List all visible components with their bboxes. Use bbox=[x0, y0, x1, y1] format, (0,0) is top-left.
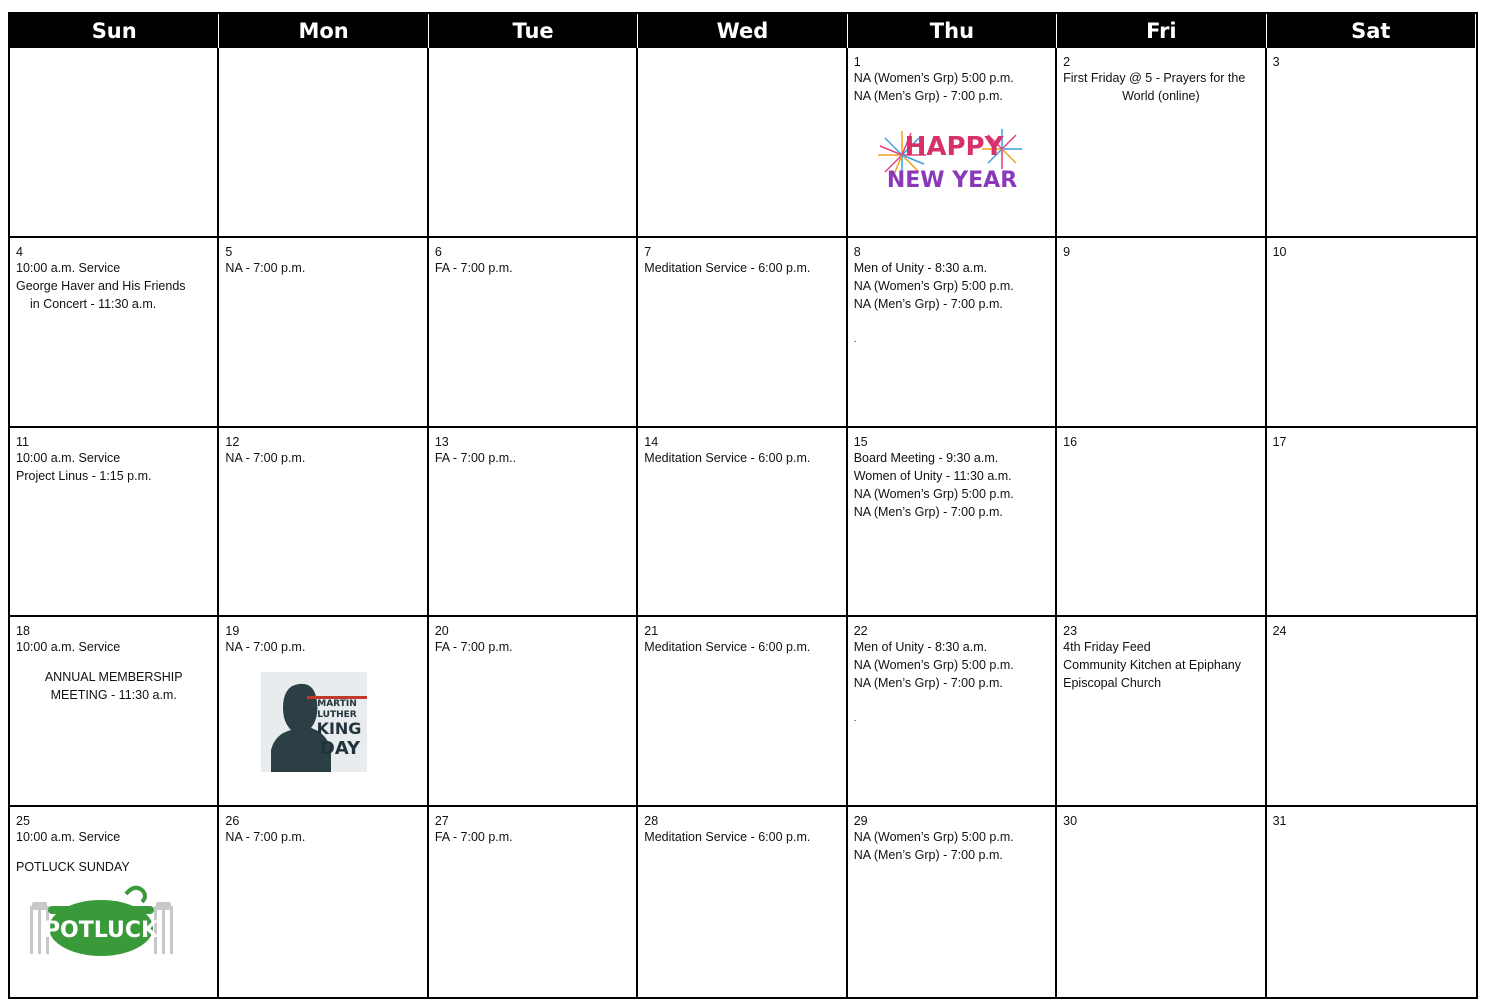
day-number: 22 bbox=[853, 624, 868, 639]
day-number: 28 bbox=[644, 814, 659, 829]
event: POTLUCK SUNDAY bbox=[16, 860, 130, 875]
day-number: 25 bbox=[16, 814, 30, 829]
event: 10:00 a.m. Service bbox=[16, 830, 121, 845]
weekday-header-fri: Fri bbox=[1057, 14, 1266, 48]
event: FA - 7:00 p.m.. bbox=[434, 450, 517, 465]
day-cell-10[interactable] bbox=[1267, 238, 1476, 428]
day-cell-29[interactable] bbox=[848, 807, 1057, 997]
event: NA - 7:00 p.m. bbox=[225, 830, 306, 845]
event: ANNUAL MEMBERSHIP bbox=[44, 670, 183, 685]
day-number: 2 bbox=[1063, 55, 1071, 69]
happy-new-year-image bbox=[870, 115, 1049, 212]
event: Meditation Service - 6:00 p.m. bbox=[644, 830, 811, 845]
day-number: 16 bbox=[1063, 434, 1078, 449]
day-number: 6 bbox=[434, 244, 442, 259]
day-number: 5 bbox=[225, 244, 233, 259]
day-number: 14 bbox=[644, 434, 659, 449]
weekday-header-mon: Mon bbox=[219, 14, 428, 48]
day-cell-22[interactable] bbox=[848, 617, 1057, 807]
day-cell-9[interactable] bbox=[1057, 238, 1266, 428]
day-cell-6[interactable] bbox=[429, 238, 638, 428]
event: NA (Men’s Grp) - 7:00 p.m. bbox=[853, 848, 1003, 863]
event: 10:00 a.m. Service bbox=[16, 640, 121, 655]
potluck-image bbox=[26, 884, 211, 963]
event: NA (Women’s Grp) 5:00 p.m. bbox=[853, 278, 1014, 293]
event: NA (Men’s Grp) - 7:00 p.m. bbox=[853, 89, 1003, 103]
day-number: 3 bbox=[1272, 55, 1280, 69]
day-number: 12 bbox=[225, 434, 240, 449]
event: NA (Women’s Grp) 5:00 p.m. bbox=[853, 71, 1014, 85]
stray-dot: . bbox=[853, 333, 857, 345]
empty-day-cell bbox=[219, 48, 428, 238]
day-cell-13[interactable] bbox=[429, 428, 638, 618]
day-cell-18[interactable] bbox=[10, 617, 219, 807]
event: 10:00 a.m. Service bbox=[16, 260, 121, 275]
event: World (online) bbox=[1122, 89, 1200, 103]
day-number: 18 bbox=[16, 624, 30, 639]
day-cell-20[interactable] bbox=[429, 617, 638, 807]
day-cell-12[interactable] bbox=[219, 428, 428, 618]
calendar-grid bbox=[8, 12, 1478, 999]
event: NA - 7:00 p.m. bbox=[225, 260, 306, 275]
new-year-text: NEW YEAR bbox=[886, 168, 1017, 193]
mlk-line4: DAY bbox=[320, 738, 361, 760]
day-cell-30[interactable] bbox=[1057, 807, 1266, 997]
event: NA (Women’s Grp) 5:00 p.m. bbox=[853, 830, 1014, 845]
day-cell-15[interactable] bbox=[848, 428, 1057, 618]
event: Episcopal Church bbox=[1063, 676, 1162, 691]
event: Community Kitchen at Epiphany bbox=[1063, 658, 1242, 673]
day-cell-23[interactable] bbox=[1057, 617, 1266, 807]
event: NA (Women’s Grp) 5:00 p.m. bbox=[853, 658, 1014, 673]
day-cell-21[interactable] bbox=[638, 617, 847, 807]
happy-text: HAPPY bbox=[904, 132, 1004, 162]
potluck-label: POTLUCK bbox=[43, 918, 159, 944]
empty-day-cell bbox=[638, 48, 847, 238]
day-number: 29 bbox=[853, 814, 868, 829]
day-cell-24[interactable] bbox=[1267, 617, 1476, 807]
day-number: 9 bbox=[1063, 244, 1071, 259]
weekday-header-wed: Wed bbox=[638, 14, 847, 48]
day-cell-28[interactable] bbox=[638, 807, 847, 997]
day-cell-17[interactable] bbox=[1267, 428, 1476, 618]
day-cell-16[interactable] bbox=[1057, 428, 1266, 618]
day-cell-25[interactable] bbox=[10, 807, 219, 997]
day-cell-19[interactable] bbox=[219, 617, 428, 807]
weekday-header-sun: Sun bbox=[10, 14, 219, 48]
event: NA (Men’s Grp) - 7:00 p.m. bbox=[853, 504, 1003, 519]
day-cell-5[interactable] bbox=[219, 238, 428, 428]
day-number: 7 bbox=[644, 244, 652, 259]
day-number: 23 bbox=[1063, 624, 1078, 639]
day-number: 24 bbox=[1272, 624, 1287, 639]
event: Men of Unity - 8:30 a.m. bbox=[853, 640, 988, 655]
event: First Friday @ 5 - Prayers for the bbox=[1063, 71, 1246, 85]
day-cell-26[interactable] bbox=[219, 807, 428, 997]
event: Men of Unity - 8:30 a.m. bbox=[853, 260, 988, 275]
day-number: 15 bbox=[853, 434, 868, 449]
weekday-header-tue: Tue bbox=[429, 14, 638, 48]
event: FA - 7:00 p.m. bbox=[434, 830, 513, 845]
day-number: 13 bbox=[434, 434, 449, 449]
day-number: 30 bbox=[1063, 814, 1078, 829]
day-number: 20 bbox=[434, 624, 449, 639]
event: 10:00 a.m. Service bbox=[16, 450, 121, 465]
day-cell-8[interactable] bbox=[848, 238, 1057, 428]
day-cell-31[interactable] bbox=[1267, 807, 1476, 997]
day-cell-7[interactable] bbox=[638, 238, 847, 428]
day-number: 1 bbox=[853, 55, 861, 69]
day-cell-2[interactable] bbox=[1057, 48, 1266, 238]
day-number: 10 bbox=[1272, 244, 1287, 259]
weekday-header-thu: Thu bbox=[848, 14, 1057, 48]
mlk-line1: MARTIN bbox=[317, 699, 358, 710]
empty-day-cell bbox=[10, 48, 219, 238]
event: NA (Men’s Grp) - 7:00 p.m. bbox=[853, 296, 1003, 311]
event: NA (Women’s Grp) 5:00 p.m. bbox=[853, 486, 1014, 501]
weekday-header-sat: Sat bbox=[1267, 14, 1476, 48]
day-number: 8 bbox=[853, 244, 861, 259]
day-cell-11[interactable] bbox=[10, 428, 219, 618]
day-number: 11 bbox=[16, 434, 29, 449]
day-number: 4 bbox=[16, 244, 23, 259]
empty-day-cell bbox=[429, 48, 638, 238]
mlk-line2: LUTHER bbox=[317, 710, 358, 721]
day-cell-1[interactable] bbox=[848, 48, 1057, 238]
event: Meditation Service - 6:00 p.m. bbox=[644, 260, 811, 275]
day-number: 31 bbox=[1272, 814, 1287, 829]
day-number: 26 bbox=[225, 814, 240, 829]
day-number: 17 bbox=[1272, 434, 1287, 449]
event: MEETING - 11:30 a.m. bbox=[50, 688, 177, 703]
day-cell-3[interactable] bbox=[1267, 48, 1476, 238]
pot-handle bbox=[126, 888, 145, 902]
event: FA - 7:00 p.m. bbox=[434, 640, 513, 655]
event: Meditation Service - 6:00 p.m. bbox=[644, 640, 811, 655]
event: Project Linus - 1:15 p.m. bbox=[16, 468, 152, 483]
day-cell-27[interactable] bbox=[429, 807, 638, 997]
event: in Concert - 11:30 a.m. bbox=[30, 296, 157, 311]
mlk-day-image bbox=[261, 672, 420, 777]
event: Meditation Service - 6:00 p.m. bbox=[644, 450, 811, 465]
event: Women of Unity - 11:30 a.m. bbox=[853, 468, 1012, 483]
day-number: 27 bbox=[434, 814, 449, 829]
day-cell-4[interactable] bbox=[10, 238, 219, 428]
event: FA - 7:00 p.m. bbox=[434, 260, 513, 275]
event: NA - 7:00 p.m. bbox=[225, 640, 306, 655]
day-number: 21 bbox=[644, 624, 659, 639]
mlk-line3: KING bbox=[316, 719, 362, 739]
event: George Haver and His Friends bbox=[16, 278, 186, 293]
stray-dot: . bbox=[853, 713, 857, 725]
day-cell-14[interactable] bbox=[638, 428, 847, 618]
event: 4th Friday Feed bbox=[1063, 640, 1151, 655]
day-number: 19 bbox=[225, 624, 240, 639]
event: NA (Men’s Grp) - 7:00 p.m. bbox=[853, 676, 1003, 691]
event: Board Meeting - 9:30 a.m. bbox=[853, 450, 999, 465]
event: NA - 7:00 p.m. bbox=[225, 450, 306, 465]
